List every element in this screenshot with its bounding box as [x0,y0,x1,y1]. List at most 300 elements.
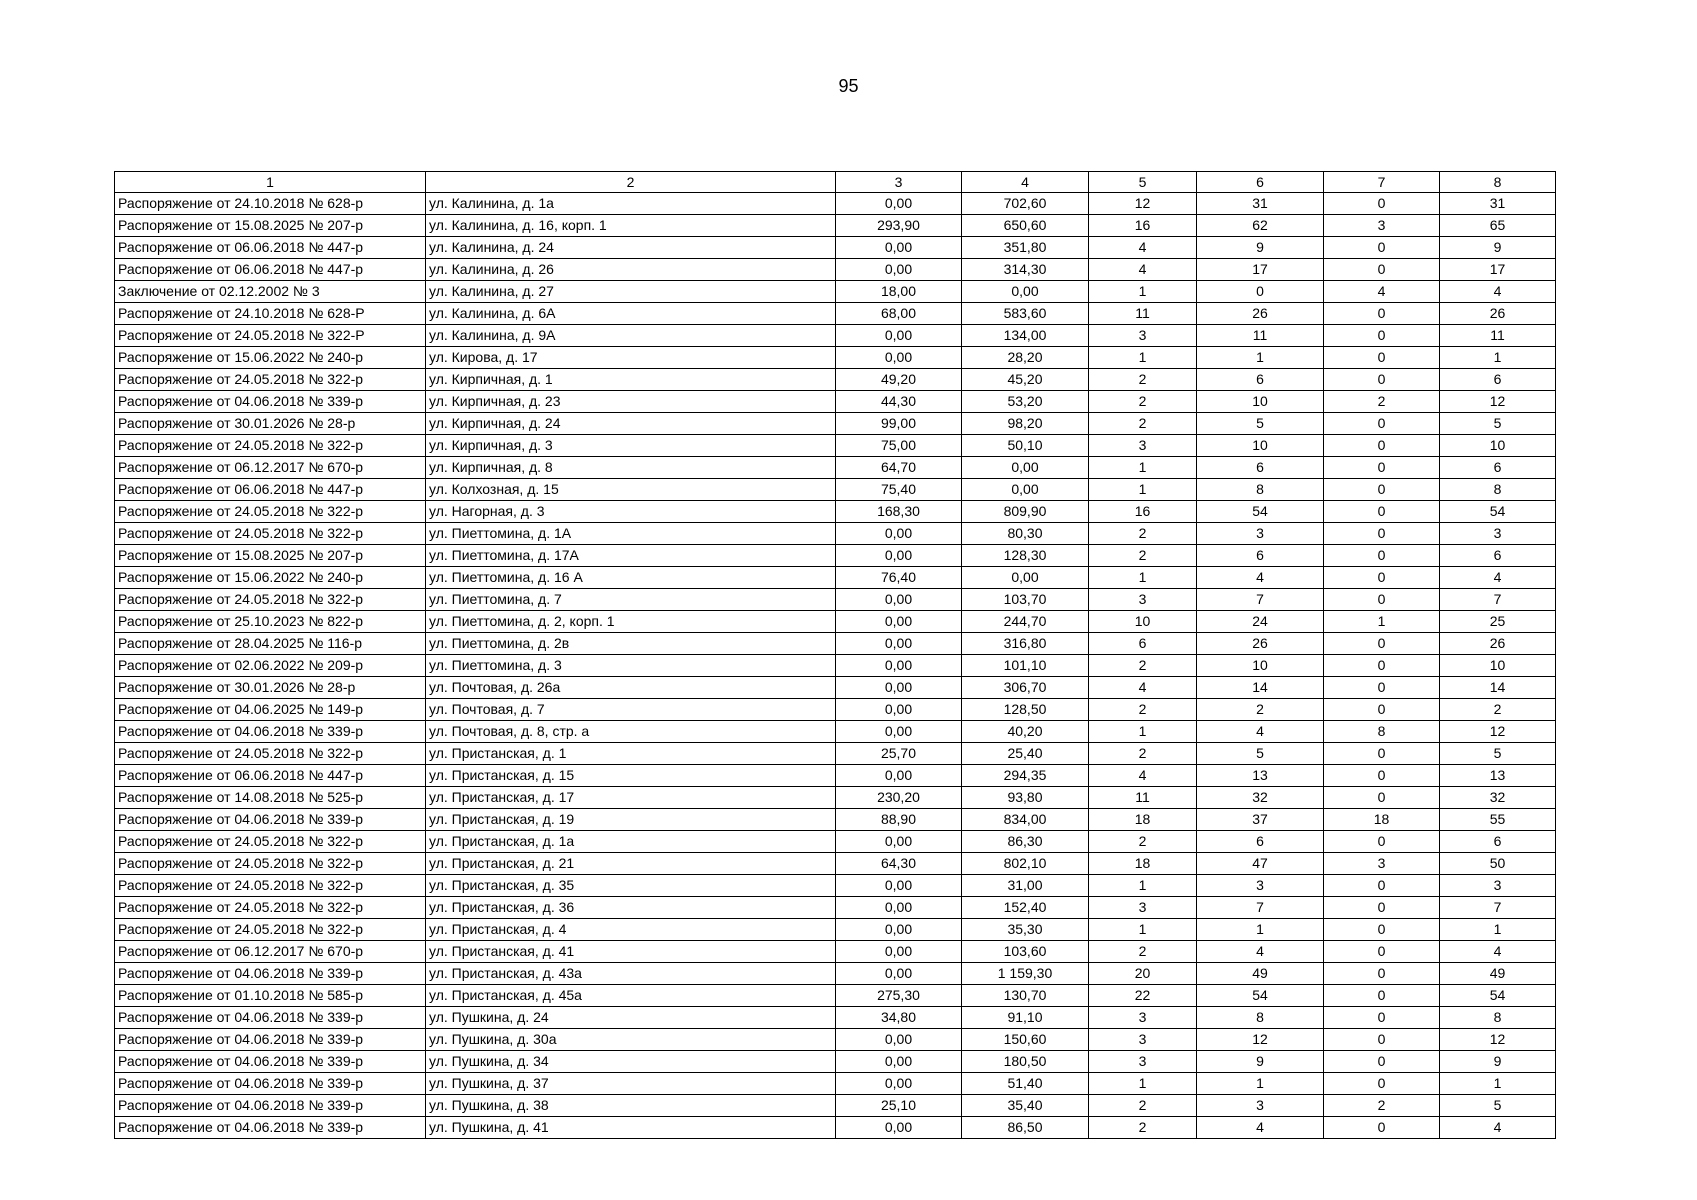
col7-cell: 18 [1324,809,1440,831]
col5-cell: 16 [1089,215,1197,237]
col5-cell: 6 [1089,633,1197,655]
col3-cell: 44,30 [836,391,962,413]
col7-cell: 0 [1324,325,1440,347]
col6-cell: 32 [1197,787,1324,809]
table-row [115,281,1556,303]
col8-cell: 65 [1440,215,1556,237]
document-cell: Распоряжение от 06.12.2017 № 670-р [115,941,426,963]
col8-cell: 26 [1440,303,1556,325]
col5-cell: 2 [1089,1117,1197,1139]
col4-cell: 0,00 [962,479,1089,501]
col3-cell: 0,00 [836,347,962,369]
address-cell: ул. Пристанская, д. 1а [426,831,836,853]
col3-cell: 25,70 [836,743,962,765]
col7-cell: 0 [1324,787,1440,809]
col7-cell: 0 [1324,875,1440,897]
table-row [115,743,1556,765]
address-cell: ул. Кирпичная, д. 1 [426,369,836,391]
col8-cell: 49 [1440,963,1556,985]
address-cell: ул. Пиеттомина, д. 2в [426,633,836,655]
address-cell: ул. Пристанская, д. 36 [426,897,836,919]
col6-cell: 4 [1197,941,1324,963]
col5-cell: 10 [1089,611,1197,633]
col7-cell: 8 [1324,721,1440,743]
address-cell: ул. Калинина, д. 26 [426,259,836,281]
table-row [115,633,1556,655]
col6-cell: 10 [1197,655,1324,677]
col7-cell: 0 [1324,457,1440,479]
col4-cell: 150,60 [962,1029,1089,1051]
col3-cell: 0,00 [836,611,962,633]
col7-cell: 0 [1324,633,1440,655]
col7-cell: 0 [1324,435,1440,457]
col7-cell: 0 [1324,347,1440,369]
col7-cell: 0 [1324,1073,1440,1095]
col4-cell: 802,10 [962,853,1089,875]
col5-cell: 11 [1089,787,1197,809]
document-cell: Распоряжение от 04.06.2018 № 339-р [115,1051,426,1073]
col5-cell: 20 [1089,963,1197,985]
col8-cell: 14 [1440,677,1556,699]
document-cell: Распоряжение от 15.08.2025 № 207-р [115,545,426,567]
col7-cell: 0 [1324,237,1440,259]
col4-cell: 128,30 [962,545,1089,567]
col5-cell: 12 [1089,193,1197,215]
col3-cell: 0,00 [836,831,962,853]
table-row [115,677,1556,699]
col8-cell: 6 [1440,457,1556,479]
document-cell: Распоряжение от 24.05.2018 № 322-р [115,435,426,457]
col5-cell: 3 [1089,435,1197,457]
col4-cell: 25,40 [962,743,1089,765]
column-header: 1 [115,172,426,193]
table-row [115,391,1556,413]
col6-cell: 6 [1197,369,1324,391]
col8-cell: 9 [1440,1051,1556,1073]
col6-cell: 3 [1197,875,1324,897]
col5-cell: 2 [1089,391,1197,413]
address-cell: ул. Почтовая, д. 7 [426,699,836,721]
col8-cell: 8 [1440,479,1556,501]
col3-cell: 68,00 [836,303,962,325]
address-cell: ул. Нагорная, д. 3 [426,501,836,523]
col8-cell: 10 [1440,435,1556,457]
col3-cell: 49,20 [836,369,962,391]
table-row [115,919,1556,941]
col5-cell: 1 [1089,721,1197,743]
col3-cell: 275,30 [836,985,962,1007]
col4-cell: 31,00 [962,875,1089,897]
document-cell: Распоряжение от 04.06.2025 № 149-р [115,699,426,721]
col3-cell: 168,30 [836,501,962,523]
table-row [115,809,1556,831]
col8-cell: 32 [1440,787,1556,809]
col4-cell: 244,70 [962,611,1089,633]
col4-cell: 306,70 [962,677,1089,699]
col8-cell: 6 [1440,545,1556,567]
col8-cell: 13 [1440,765,1556,787]
col6-cell: 26 [1197,633,1324,655]
col4-cell: 35,30 [962,919,1089,941]
col5-cell: 22 [1089,985,1197,1007]
col6-cell: 26 [1197,303,1324,325]
col5-cell: 1 [1089,347,1197,369]
col8-cell: 1 [1440,347,1556,369]
address-cell: ул. Калинина, д. 27 [426,281,836,303]
table-row [115,193,1556,215]
address-cell: ул. Колхозная, д. 15 [426,479,836,501]
col3-cell: 0,00 [836,633,962,655]
col3-cell: 18,00 [836,281,962,303]
col3-cell: 0,00 [836,677,962,699]
col4-cell: 314,30 [962,259,1089,281]
col3-cell: 0,00 [836,875,962,897]
document-cell: Распоряжение от 06.12.2017 № 670-р [115,457,426,479]
col5-cell: 1 [1089,479,1197,501]
address-cell: ул. Пристанская, д. 41 [426,941,836,963]
col6-cell: 54 [1197,501,1324,523]
address-cell: ул. Кирпичная, д. 23 [426,391,836,413]
col8-cell: 2 [1440,699,1556,721]
col3-cell: 34,80 [836,1007,962,1029]
document-cell: Распоряжение от 24.05.2018 № 322-р [115,743,426,765]
col4-cell: 0,00 [962,457,1089,479]
col6-cell: 4 [1197,567,1324,589]
document-cell: Распоряжение от 15.08.2025 № 207-р [115,215,426,237]
col3-cell: 0,00 [836,699,962,721]
table-row [115,831,1556,853]
col3-cell: 0,00 [836,765,962,787]
col8-cell: 1 [1440,1073,1556,1095]
col4-cell: 316,80 [962,633,1089,655]
column-header: 5 [1089,172,1197,193]
column-header: 3 [836,172,962,193]
table-row [115,897,1556,919]
table-row [115,787,1556,809]
document-cell: Распоряжение от 04.06.2018 № 339-р [115,963,426,985]
col8-cell: 10 [1440,655,1556,677]
document-cell: Распоряжение от 24.05.2018 № 322-р [115,523,426,545]
col5-cell: 4 [1089,237,1197,259]
document-cell: Распоряжение от 24.10.2018 № 628-р [115,193,426,215]
document-cell: Распоряжение от 04.06.2018 № 339-р [115,809,426,831]
table-body [115,193,1556,1139]
col4-cell: 702,60 [962,193,1089,215]
col7-cell: 3 [1324,853,1440,875]
col6-cell: 9 [1197,1051,1324,1073]
col6-cell: 7 [1197,897,1324,919]
col6-cell: 14 [1197,677,1324,699]
col6-cell: 6 [1197,545,1324,567]
col5-cell: 1 [1089,457,1197,479]
table-row [115,721,1556,743]
address-cell: ул. Калинина, д. 6А [426,303,836,325]
col6-cell: 0 [1197,281,1324,303]
address-cell: ул. Пристанская, д. 45а [426,985,836,1007]
col8-cell: 5 [1440,743,1556,765]
document-cell: Распоряжение от 14.08.2018 № 525-р [115,787,426,809]
address-cell: ул. Пристанская, д. 15 [426,765,836,787]
col6-cell: 10 [1197,391,1324,413]
col6-cell: 24 [1197,611,1324,633]
document-cell: Распоряжение от 30.01.2026 № 28-р [115,677,426,699]
col4-cell: 91,10 [962,1007,1089,1029]
col6-cell: 4 [1197,721,1324,743]
col6-cell: 54 [1197,985,1324,1007]
col8-cell: 26 [1440,633,1556,655]
col8-cell: 6 [1440,369,1556,391]
col6-cell: 7 [1197,589,1324,611]
col3-cell: 0,00 [836,1117,962,1139]
document-cell: Распоряжение от 06.06.2018 № 447-р [115,237,426,259]
col5-cell: 1 [1089,875,1197,897]
table-row [115,215,1556,237]
col4-cell: 103,70 [962,589,1089,611]
col8-cell: 1 [1440,919,1556,941]
col5-cell: 3 [1089,325,1197,347]
col4-cell: 583,60 [962,303,1089,325]
col4-cell: 93,80 [962,787,1089,809]
col7-cell: 0 [1324,941,1440,963]
col6-cell: 37 [1197,809,1324,831]
col6-cell: 1 [1197,1073,1324,1095]
address-cell: ул. Почтовая, д. 26а [426,677,836,699]
col5-cell: 4 [1089,677,1197,699]
table-row [115,457,1556,479]
col3-cell: 0,00 [836,1073,962,1095]
col4-cell: 834,00 [962,809,1089,831]
table-row [115,325,1556,347]
col5-cell: 2 [1089,369,1197,391]
table-row [115,765,1556,787]
col3-cell: 0,00 [836,193,962,215]
col5-cell: 3 [1089,1029,1197,1051]
col5-cell: 2 [1089,941,1197,963]
col3-cell: 0,00 [836,963,962,985]
col6-cell: 1 [1197,919,1324,941]
address-cell: ул. Калинина, д. 16, корп. 1 [426,215,836,237]
address-cell: ул. Пушкина, д. 37 [426,1073,836,1095]
document-cell: Распоряжение от 24.05.2018 № 322-р [115,875,426,897]
table-row [115,1073,1556,1095]
col4-cell: 28,20 [962,347,1089,369]
document-cell: Распоряжение от 04.06.2018 № 339-р [115,1073,426,1095]
col7-cell: 0 [1324,1007,1440,1029]
col8-cell: 4 [1440,941,1556,963]
col8-cell: 12 [1440,721,1556,743]
table-row [115,567,1556,589]
col6-cell: 2 [1197,699,1324,721]
col7-cell: 0 [1324,501,1440,523]
table-row [115,347,1556,369]
table-row [115,523,1556,545]
column-header: 8 [1440,172,1556,193]
col4-cell: 294,35 [962,765,1089,787]
col8-cell: 17 [1440,259,1556,281]
col4-cell: 128,50 [962,699,1089,721]
col7-cell: 0 [1324,413,1440,435]
col4-cell: 35,40 [962,1095,1089,1117]
col4-cell: 53,20 [962,391,1089,413]
col3-cell: 293,90 [836,215,962,237]
col7-cell: 0 [1324,743,1440,765]
col3-cell: 75,00 [836,435,962,457]
col3-cell: 75,40 [836,479,962,501]
table-row [115,413,1556,435]
col6-cell: 4 [1197,1117,1324,1139]
table-row [115,545,1556,567]
col5-cell: 4 [1089,765,1197,787]
document-cell: Распоряжение от 04.06.2018 № 339-р [115,721,426,743]
col7-cell: 0 [1324,1029,1440,1051]
table-row [115,237,1556,259]
col8-cell: 5 [1440,1095,1556,1117]
col7-cell: 0 [1324,699,1440,721]
col5-cell: 3 [1089,589,1197,611]
table-row [115,963,1556,985]
col8-cell: 12 [1440,391,1556,413]
document-cell: Распоряжение от 04.06.2018 № 339-р [115,1007,426,1029]
col6-cell: 1 [1197,347,1324,369]
address-cell: ул. Пиеттомина, д. 3 [426,655,836,677]
address-cell: ул. Пристанская, д. 43а [426,963,836,985]
col4-cell: 98,20 [962,413,1089,435]
address-cell: ул. Пушкина, д. 38 [426,1095,836,1117]
col3-cell: 25,10 [836,1095,962,1117]
col4-cell: 0,00 [962,567,1089,589]
col7-cell: 3 [1324,215,1440,237]
col4-cell: 650,60 [962,215,1089,237]
col3-cell: 230,20 [836,787,962,809]
address-cell: ул. Калинина, д. 1а [426,193,836,215]
col7-cell: 0 [1324,919,1440,941]
document-cell: Распоряжение от 04.06.2018 № 339-р [115,1029,426,1051]
table-row [115,699,1556,721]
col6-cell: 11 [1197,325,1324,347]
col5-cell: 1 [1089,1073,1197,1095]
document-cell: Распоряжение от 24.05.2018 № 322-р [115,897,426,919]
col5-cell: 11 [1089,303,1197,325]
col3-cell: 0,00 [836,655,962,677]
col3-cell: 64,70 [836,457,962,479]
col4-cell: 51,40 [962,1073,1089,1095]
col8-cell: 54 [1440,985,1556,1007]
col5-cell: 3 [1089,897,1197,919]
col7-cell: 0 [1324,259,1440,281]
table-header [115,172,1556,193]
table-row [115,435,1556,457]
col3-cell: 0,00 [836,325,962,347]
address-cell: ул. Кирова, д. 17 [426,347,836,369]
col5-cell: 18 [1089,853,1197,875]
address-cell: ул. Пиеттомина, д. 1А [426,523,836,545]
col5-cell: 4 [1089,259,1197,281]
col6-cell: 47 [1197,853,1324,875]
col8-cell: 12 [1440,1029,1556,1051]
table-row [115,479,1556,501]
table-row [115,611,1556,633]
document-cell: Заключение от 02.12.2002 № 3 [115,281,426,303]
col6-cell: 62 [1197,215,1324,237]
document-cell: Распоряжение от 25.10.2023 № 822-р [115,611,426,633]
col8-cell: 5 [1440,413,1556,435]
col7-cell: 0 [1324,369,1440,391]
col4-cell: 130,70 [962,985,1089,1007]
col7-cell: 0 [1324,589,1440,611]
table-row [115,259,1556,281]
document-cell: Распоряжение от 24.05.2018 № 322-р [115,501,426,523]
col4-cell: 0,00 [962,281,1089,303]
col7-cell: 0 [1324,545,1440,567]
col5-cell: 2 [1089,743,1197,765]
address-cell: ул. Пиеттомина, д. 2, корп. 1 [426,611,836,633]
col6-cell: 5 [1197,413,1324,435]
col7-cell: 0 [1324,303,1440,325]
document-cell: Распоряжение от 04.06.2018 № 339-р [115,1117,426,1139]
document-cell: Распоряжение от 24.05.2018 № 322-р [115,831,426,853]
document-cell: Распоряжение от 24.05.2018 № 322-р [115,369,426,391]
table-row [115,1007,1556,1029]
col7-cell: 1 [1324,611,1440,633]
col6-cell: 6 [1197,457,1324,479]
col3-cell: 0,00 [836,919,962,941]
col8-cell: 25 [1440,611,1556,633]
document-cell: Распоряжение от 15.06.2022 № 240-р [115,347,426,369]
col5-cell: 1 [1089,567,1197,589]
document-cell: Распоряжение от 06.06.2018 № 447-р [115,479,426,501]
address-cell: ул. Калинина, д. 24 [426,237,836,259]
col5-cell: 2 [1089,413,1197,435]
col6-cell: 13 [1197,765,1324,787]
col4-cell: 86,50 [962,1117,1089,1139]
address-cell: ул. Пушкина, д. 34 [426,1051,836,1073]
col6-cell: 8 [1197,479,1324,501]
col7-cell: 0 [1324,831,1440,853]
document-cell: Распоряжение от 24.05.2018 № 322-р [115,919,426,941]
col4-cell: 80,30 [962,523,1089,545]
table-row [115,941,1556,963]
table-row [115,853,1556,875]
col5-cell: 3 [1089,1007,1197,1029]
col3-cell: 0,00 [836,259,962,281]
col8-cell: 11 [1440,325,1556,347]
document-cell: Распоряжение от 06.06.2018 № 447-р [115,765,426,787]
col7-cell: 2 [1324,391,1440,413]
document-cell: Распоряжение от 15.06.2022 № 240-р [115,567,426,589]
col8-cell: 50 [1440,853,1556,875]
table-row [115,875,1556,897]
address-cell: ул. Пиеттомина, д. 17А [426,545,836,567]
address-cell: ул. Пиеттомина, д. 7 [426,589,836,611]
col4-cell: 103,60 [962,941,1089,963]
col6-cell: 3 [1197,523,1324,545]
col6-cell: 17 [1197,259,1324,281]
address-cell: ул. Почтовая, д. 8, стр. а [426,721,836,743]
address-cell: ул. Пристанская, д. 19 [426,809,836,831]
col7-cell: 0 [1324,1117,1440,1139]
col8-cell: 3 [1440,875,1556,897]
col6-cell: 10 [1197,435,1324,457]
col5-cell: 1 [1089,281,1197,303]
col8-cell: 7 [1440,897,1556,919]
document-cell: Распоряжение от 06.06.2018 № 447-р [115,259,426,281]
col7-cell: 0 [1324,567,1440,589]
col7-cell: 0 [1324,1051,1440,1073]
col7-cell: 2 [1324,1095,1440,1117]
col8-cell: 4 [1440,567,1556,589]
address-cell: ул. Пиеттомина, д. 16 А [426,567,836,589]
col4-cell: 1 159,30 [962,963,1089,985]
